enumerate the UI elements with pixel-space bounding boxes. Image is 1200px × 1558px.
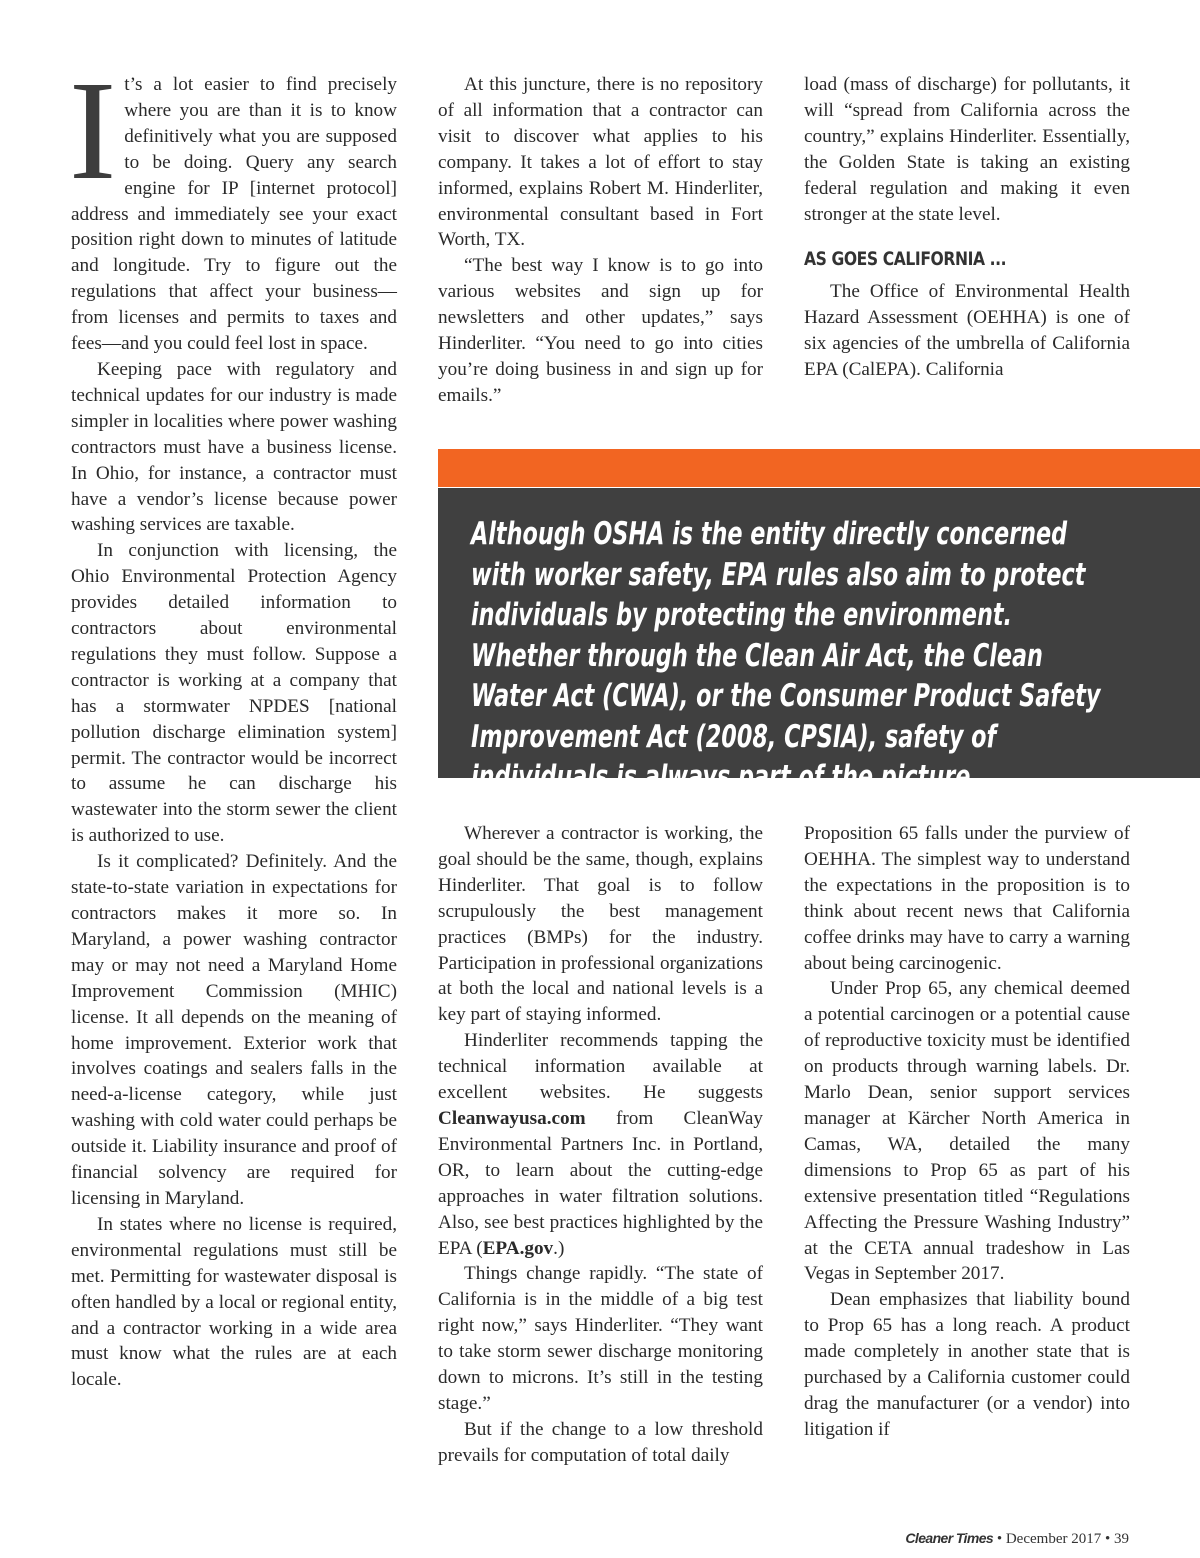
page-number: 39 bbox=[1114, 1531, 1129, 1547]
middle-top-column bbox=[438, 72, 763, 409]
body-paragraph: Proposition 65 falls under the purview of OEHHA. The simplest way to understand the expectations in the proposition is to think about recent news that California coffee drinks may have to carry a warning about being carcinogenic. bbox=[804, 823, 1130, 974]
body-paragraph: At this juncture, there is no repository of all information that a contractor can visit to discover what applies to his company. It takes a lot of effort to stay informed, explains Robert M. Hinderliter, environmental consultant based in Fort Worth, TX. bbox=[438, 74, 763, 251]
body-paragraph: Hinderliter recommends tapping the technical information available at excellent websites. He suggests Cleanwayusa.com from CleanWay Environmental Partners Inc. in Portland, OR, to learn about the cutting-edge approaches in water filtration solutions. Also, see best practices highlighted by the EPA (EPA.gov.) bbox=[438, 1030, 763, 1259]
body-paragraph: In conjunction with licensing, the Ohio Environmental Protection Agency provides detailed information to contractors about environmental regulations they must follow. Suppose a contractor is working at a company that has a stormwater NPDES [national pollution discharge elimination system] permit. The contractor would be incorrect to assume he can discharge his wastewater into the storm sewer the client is authorized to use. bbox=[71, 540, 397, 847]
cleanwayusa-link[interactable]: Cleanwayusa.com bbox=[438, 1107, 586, 1129]
body-paragraph: But if the change to a low threshold prevails for computation of total daily bbox=[438, 1418, 763, 1466]
pull-quote: Although OSHA is the entity directly concerned with worker safety, EPA rules also aim to protect individuals by protecting the environment. Whether through the Clean Air Act, the Clean Water Act (CWA), or the Consumer Product Safety Improvement Act (2008, CPSIA), safety of individuals is always part of the picture. bbox=[471, 516, 1101, 795]
footer-bullet: • bbox=[996, 1531, 1003, 1547]
body-paragraph: Dean emphasizes that liability bound to Prop 65 has a long reach. A product made completely in another state that is purchased by a California customer could drag the manufacturer (or a vendor) into litigation if bbox=[804, 1289, 1130, 1440]
right-top-column bbox=[804, 72, 1130, 383]
body-paragraph: Is it complicated? Definitely. And the state-to-state variation in expectations for contractors makes it more so. In Maryland, a power washing contractor may or may not need a Maryland Home Improvement Commission (MHIC) license. It all depends on the meaning of home improvement. Exterior work that involves coatings and sealers falls in the need-a-license category, while just washing with cold water could perhaps be outside it. Liability insurance and proof of financial solvency are required for licensing in Maryland. bbox=[71, 851, 397, 1209]
left-column bbox=[69, 51, 397, 1393]
body-paragraph: “The best way I know is to go into various websites and sign up for newsletters and other updates,” says Hinderliter. “You need to go into cities you’re doing business in and sign up for emails.” bbox=[438, 255, 763, 406]
body-paragraph: Keeping pace with regulatory and technical updates for our industry is made simpler in localities where power washing contractors must have a business license. In Ohio, for instance, a contractor must have a vendor’s license because power washing services are taxable. bbox=[71, 358, 397, 536]
footer-bullet: • bbox=[1104, 1531, 1111, 1547]
orange-accent-bar bbox=[438, 449, 1200, 487]
right-bottom-column bbox=[804, 821, 1130, 1443]
pull-quote-box bbox=[438, 488, 1200, 795]
body-paragraph: Under Prop 65, any chemical deemed a potential carcinogen or a potential cause of reproductive toxicity must be identified on products through warning labels. Dr. Marlo Dean, senior support services manager at Kärcher North America in Camas, WA, detailed the many dimensions to Prop 65 as part of his extensive presentation titled “Regulations Affecting the Pressure Washing Industry” at the CETA annual tradeshow in Las Vegas in September 2017. bbox=[804, 978, 1130, 1285]
section-subhead: AS GOES CALIFORNIA ... bbox=[804, 248, 1007, 271]
page-footer bbox=[905, 1530, 1129, 1548]
publication-name: Cleaner Times bbox=[905, 1530, 994, 1546]
body-paragraph: In states where no license is required, environmental regulations must still be met. Permitting for wastewater disposal is often handled by a local or regional entity, and a contractor working in a wide area must know what the rules are at each locale. bbox=[71, 1213, 397, 1391]
body-paragraph: load (mass of discharge) for pollutants, it will “spread from California across the country,” explains Hinderliter. Essentially, the Golden State is taking an existing federal regulation and making it even stronger at the state level. bbox=[804, 74, 1130, 225]
body-paragraph: The Office of Environmental Health Hazard Assessment (OEHHA) is one of six agencies of the umbrella of California EPA (CalEPA). California bbox=[804, 281, 1130, 381]
middle-bottom-column bbox=[438, 821, 763, 1469]
epa-gov-link[interactable]: EPA.gov bbox=[482, 1237, 554, 1259]
body-paragraph: Wherever a contractor is working, the goal should be the same, though, explains Hinderliter. That goal is to follow scrupulously the best management practices (BMPs) for the industry. Participation in professional organizations at both the local and national levels is a key part of staying informed. bbox=[438, 823, 763, 1026]
issue-date: December 2017 bbox=[1005, 1531, 1102, 1547]
drop-cap: I bbox=[69, 51, 117, 209]
body-paragraph: Things change rapidly. “The state of California is in the middle of a big test right now,” says Hinderliter. “They want to take storm sewer discharge monitoring down to microns. It’s still in the testing stage.” bbox=[438, 1263, 763, 1414]
intro-paragraph: It’s a lot easier to find precisely where you are than it is to know definitively what you are supposed to be doing. Query any search engine for IP [internet protocol] address and immediately see your exact position right down to minutes of latitude and longitude. Try to figure out the regulations that affect your business—from licenses and permits to taxes and fees—and you could feel lost in space. bbox=[69, 51, 397, 355]
